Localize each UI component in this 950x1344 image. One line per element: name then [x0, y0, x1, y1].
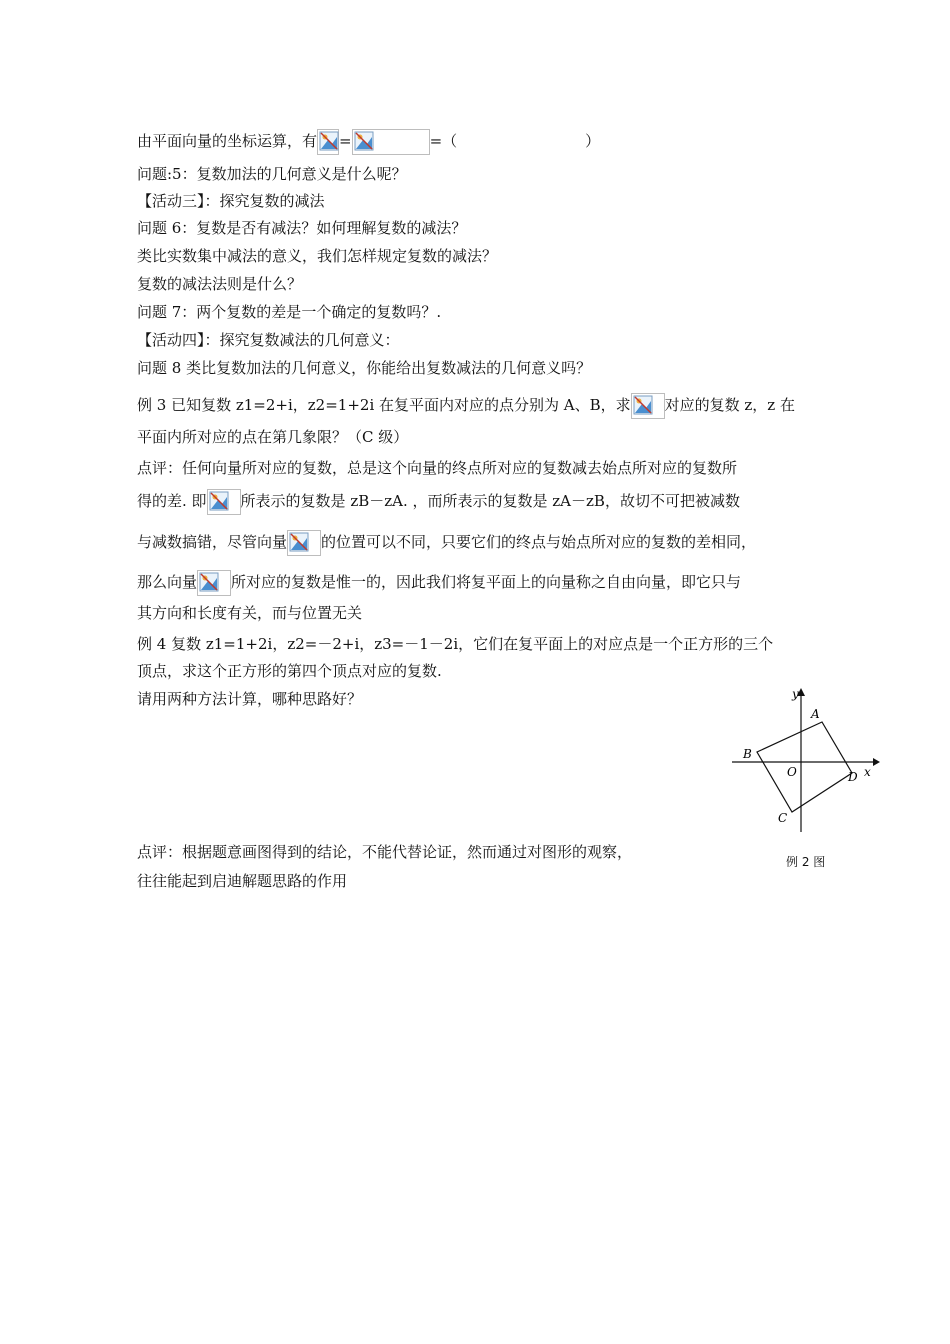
- activity-4-heading: 【活动四】：探究复数减法的几何意义：: [137, 331, 400, 349]
- text: 所表示的复数是 zB－zA. ，而所表示的复数是 zA－zB，故切不可把被减数: [240, 492, 740, 510]
- point-c-label: C: [778, 811, 788, 825]
- example-4-line-2: 顶点，求这个正方形的第四个顶点对应的复数.: [137, 662, 442, 680]
- x-label: x: [864, 765, 871, 779]
- subtraction-rule-line: 复数的减法法则是什么？: [137, 275, 303, 293]
- question-6: 问题 6：复数是否有减法？如何理解复数的减法？: [137, 219, 467, 237]
- comment-line-1: 点评：任何向量所对应的复数，总是这个向量的终点所对应的复数减去始点所对应的复数所: [137, 459, 738, 477]
- broken-image-icon: [207, 489, 241, 515]
- broken-image-icon: [197, 570, 231, 596]
- activity-3-heading: 【活动三】：探究复数的减法: [137, 192, 325, 210]
- text: =（: [429, 132, 458, 150]
- broken-image-icon: [352, 129, 430, 155]
- figure-caption: 例 2 图: [786, 855, 826, 869]
- line-coordinate-operation: [137, 129, 600, 155]
- point-b-label: B: [743, 747, 752, 761]
- text: 由平面向量的坐标运算，有: [137, 132, 318, 150]
- example-3-question: 平面内所对应的点在第几象限？（C 级）: [137, 428, 409, 446]
- x-axis-arrow: [873, 758, 880, 766]
- broken-image-icon: [631, 393, 665, 419]
- square-shape: [757, 722, 852, 812]
- example-4-question: 请用两种方法计算，哪种思路好？: [137, 690, 363, 708]
- text: 例 3 已知复数 z1=2+i，z2=1+2i 在复平面内对应的点分别为 A、B，求: [137, 396, 631, 414]
- text: ）: [585, 132, 601, 150]
- comment-line-4: [137, 570, 741, 596]
- text: =: [339, 132, 352, 150]
- comment-line-3: [137, 530, 756, 556]
- question-5: 问题:5：复数加法的几何意义是什么呢？: [137, 165, 407, 183]
- comment-line-5: 其方向和长度有关，而与位置无关: [137, 604, 363, 622]
- text: 得的差. 即: [137, 492, 207, 510]
- broken-image-icon: [287, 530, 321, 556]
- example-4-line-1: 例 4 复数 z1=1+2i，z2=－2+i，z3=－1－2i，它们在复平面上的对应点是一个正方形的三个: [137, 635, 774, 653]
- square-diagram: [730, 686, 880, 836]
- y-label: y: [792, 687, 799, 701]
- origin-label: O: [787, 765, 797, 779]
- question-8: 问题 8 类比复数加法的几何意义，你能给出复数减法的几何意义吗？: [137, 359, 592, 377]
- text: 对应的复数 z，z 在: [664, 396, 795, 414]
- point-d-label: D: [848, 770, 858, 784]
- broken-image-icon: [317, 129, 339, 155]
- final-comment-line-2: 往往能起到启迪解题思路的作用: [137, 872, 348, 890]
- text: 那么向量: [137, 573, 198, 591]
- question-7: 问题 7：两个复数的差是一个确定的复数吗？.: [137, 303, 442, 321]
- comment-line-2: [137, 489, 740, 515]
- final-comment-line-1: 点评：根据题意画图得到的结论，不能代替论证，然而通过对图形的观察，: [137, 843, 633, 861]
- analogy-line: 类比实数集中减法的意义，我们怎样规定复数的减法？: [137, 247, 498, 265]
- text: 与减数搞错，尽管向量: [137, 533, 288, 551]
- example-3-line: [137, 393, 795, 419]
- text: 的位置可以不同，只要它们的终点与始点所对应的复数的差相同，: [321, 533, 757, 551]
- point-a-label: A: [811, 707, 820, 721]
- text: 所对应的复数是惟一的，因此我们将复平面上的向量称之自由向量，即它只与: [231, 573, 742, 591]
